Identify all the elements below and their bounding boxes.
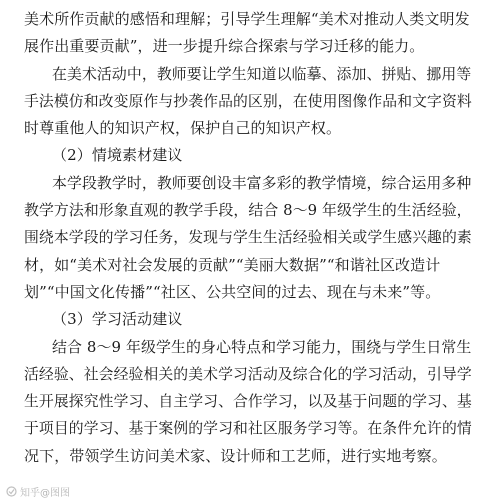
text-line: 美术所作贡献的感悟和理解；引导学生理解“美术对推动人类文明发 bbox=[24, 10, 470, 28]
text-line: 手法模仿和改变原作与抄袭作品的区别，在使用图像作品和文字资料 bbox=[24, 92, 472, 110]
watermark-text: 知乎@图图 bbox=[20, 488, 70, 499]
text-line: 况下，带领学生访问美术家、设计师和工艺师，进行实地考察。 bbox=[24, 446, 447, 465]
text-line: 教学方法和形象直观的教学手段，结合 8～9 年级学生的生活经验， bbox=[24, 201, 472, 220]
text-line: 于项目的学习、基于案例的学习和社区服务学习等。在条件允许的情 bbox=[24, 420, 472, 438]
text-line: 划”“中国文化传播”“社区、公共空间的过去、现在与未来”等。 bbox=[24, 282, 441, 301]
section-heading: （2）情境素材建议 bbox=[52, 146, 183, 165]
section-heading: （3）学习活动建议 bbox=[52, 310, 183, 329]
text-line: 生开展探究性学习、自主学习、合作学习，以及基于问题的学习、基 bbox=[24, 393, 472, 411]
text-line: 时尊重他人的知识产权，保护自己的知识产权。 bbox=[24, 119, 342, 138]
text-line: 在美术活动中，教师要让学生知道以临摹、添加、拼贴、挪用等 bbox=[52, 64, 472, 83]
text-line: 围绕本学段的学习任务，发现与学生生活经验相关或学生感兴趣的素 bbox=[24, 229, 472, 247]
watermark bbox=[6, 484, 70, 499]
document-page bbox=[24, 6, 472, 470]
logo-icon bbox=[6, 486, 17, 497]
text-line: 活经验、社会经验相关的美术学习活动及综合化的学习活动，引导学 bbox=[24, 365, 472, 383]
text-line: 本学段教学时，教师要创设丰富多彩的教学情境，综合运用多种 bbox=[52, 173, 472, 192]
text-line: 材，如“美术对社会发展的贡献”“美丽大数据”“和谐社区改造计 bbox=[24, 255, 441, 274]
text-line: 结合 8～9 年级学生的身心特点和学习能力，围绕与学生日常生 bbox=[52, 337, 472, 356]
text-line: 展作出重要贡献”，进一步提升综合探索与学习迁移的能力。 bbox=[24, 37, 425, 56]
